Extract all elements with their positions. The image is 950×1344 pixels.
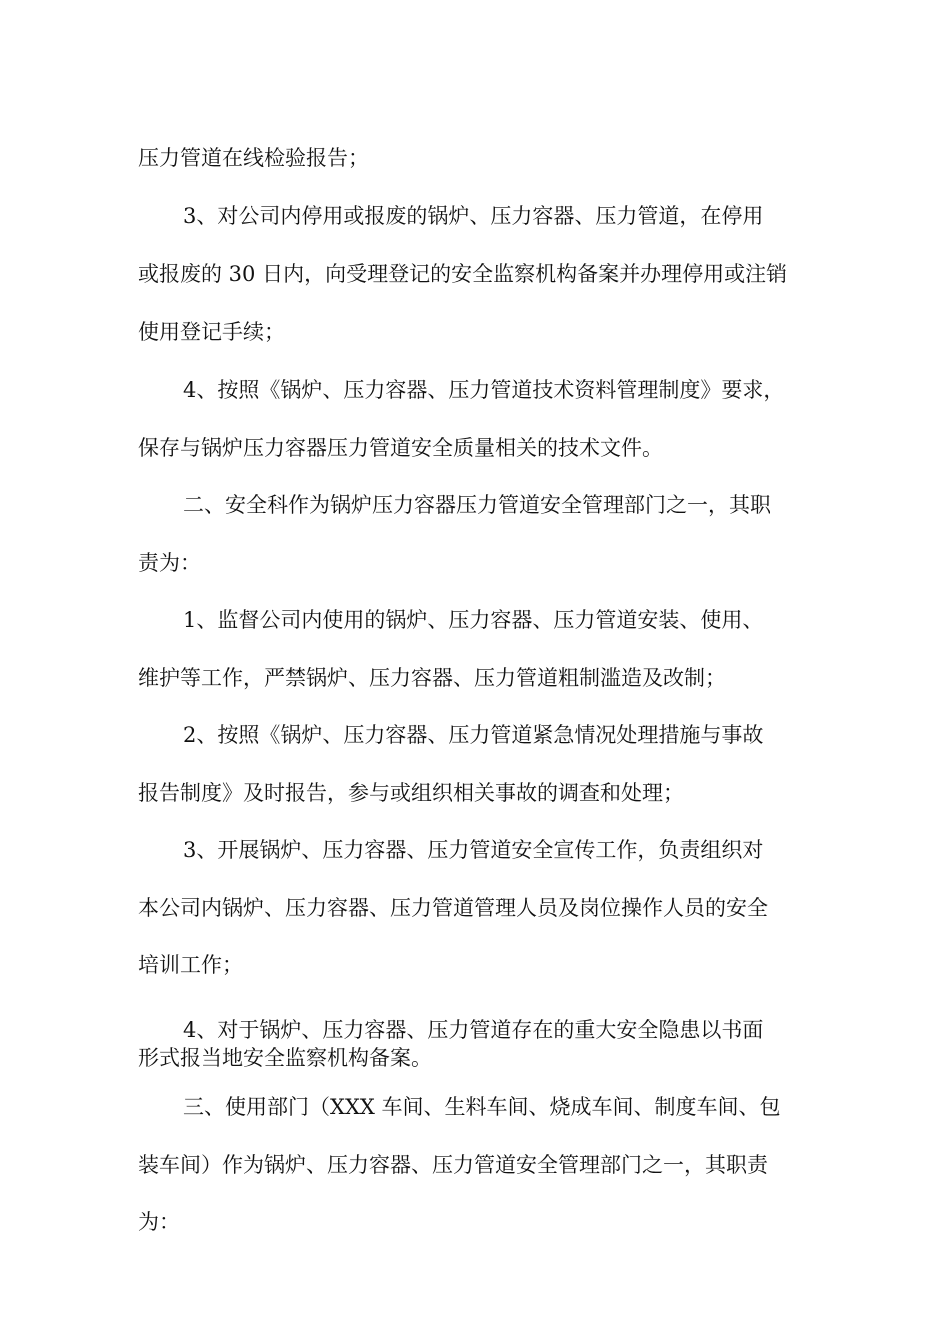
text-line-5: 4、按照《锅炉、压力容器、压力管道技术资料管理制度》要求， [183,378,785,402]
text-line-12: 报告制度》及时报告，参与或组织相关事故的调查和处理； [138,781,684,805]
text-line-19: 装车间）作为锅炉、压力容器、压力管道安全管理部门之一，其职责 [138,1153,768,1177]
text-line-11: 2、按照《锅炉、压力容器、压力管道紧急情况处理措施与事故 [183,723,764,747]
text-line-7: 二、安全科作为锅炉压力容器压力管道安全管理部门之一，其职 [183,493,771,517]
text-line-20: 为： [138,1210,180,1234]
text-line-18: 三、使用部门（XXX 车间、生料车间、烧成车间、制度车间、包 [183,1095,781,1119]
text-line-16: 4、对于锅炉、压力容器、压力管道存在的重大安全隐患以书面 [183,1018,764,1042]
text-line-14: 本公司内锅炉、压力容器、压力管道管理人员及岗位操作人员的安全 [138,896,768,920]
text-line-9: 1、监督公司内使用的锅炉、压力容器、压力管道安装、使用、 [183,608,764,632]
text-line-17: 形式报当地安全监察机构备案。 [138,1046,432,1070]
text-line-2: 3、对公司内停用或报废的锅炉、压力容器、压力管道，在停用 [183,204,764,228]
text-line-15: 培训工作； [138,953,243,977]
text-line-1: 压力管道在线检验报告； [138,146,369,170]
text-line-4: 使用登记手续； [138,320,285,344]
text-line-8: 责为： [138,551,201,575]
text-line-3: 或报废的 30 日内，向受理登记的安全监察机构备案并办理停用或注销 [138,262,788,286]
text-line-6: 保存与锅炉压力容器压力管道安全质量相关的技术文件。 [138,436,663,460]
text-line-10: 维护等工作，严禁锅炉、压力容器、压力管道粗制滥造及改制； [138,666,726,690]
text-line-13: 3、开展锅炉、压力容器、压力管道安全宣传工作，负责组织对 [183,838,764,862]
